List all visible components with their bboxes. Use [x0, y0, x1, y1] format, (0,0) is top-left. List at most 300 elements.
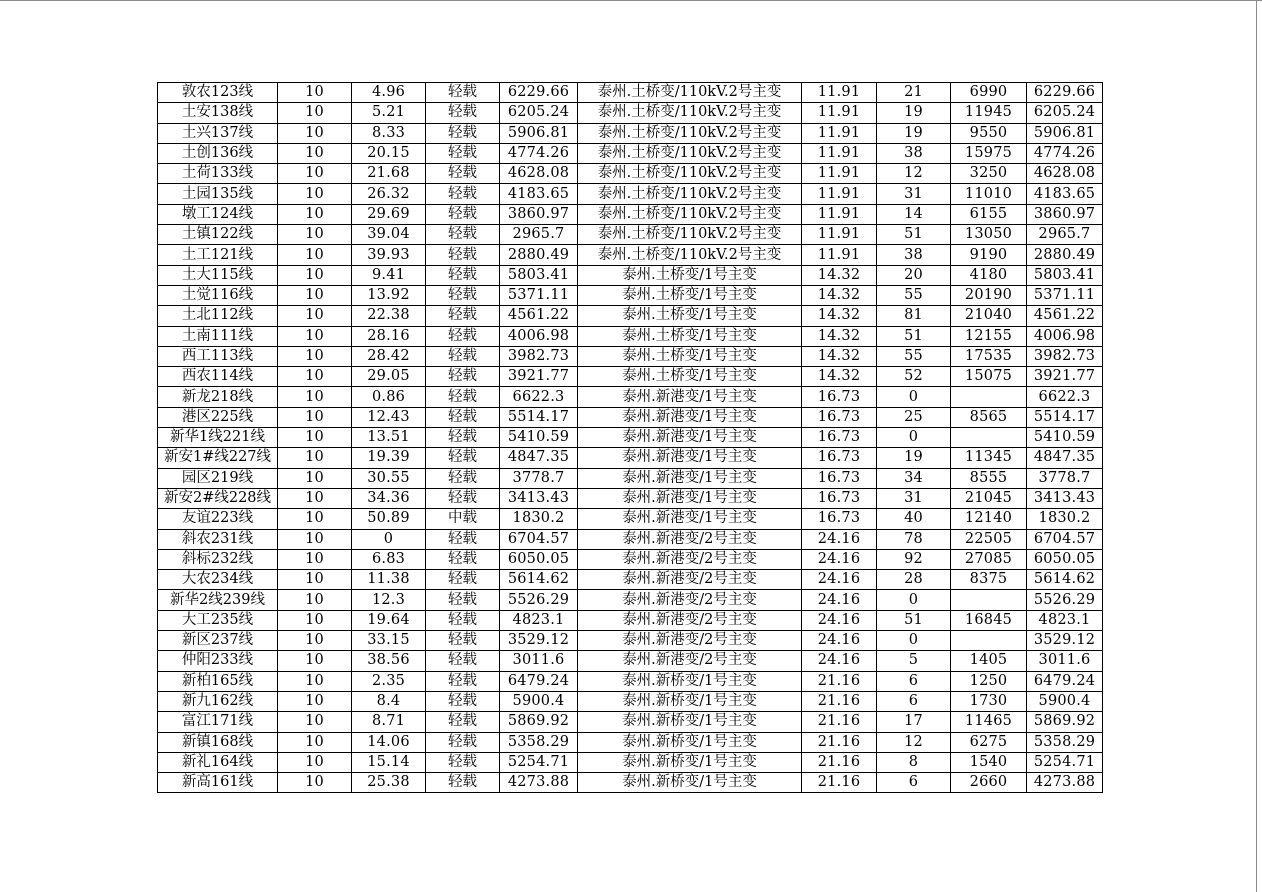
count-cell: 55 — [877, 285, 951, 305]
transformer-rate-cell: 14.32 — [802, 285, 877, 305]
voltage-cell: 10 — [278, 326, 352, 346]
count-cell: 14 — [877, 204, 951, 224]
table-row — [158, 407, 1103, 427]
capacity-cell: 2965.7 — [500, 225, 578, 245]
load-rate-cell: 33.15 — [352, 631, 426, 651]
transformer-cell: 泰州.新桥变/1号主变 — [578, 773, 802, 793]
voltage-cell: 10 — [278, 509, 352, 529]
capacity-cell: 5358.29 — [500, 732, 578, 752]
count-cell: 21 — [877, 83, 951, 103]
load-status-cell: 轻载 — [426, 428, 500, 448]
load-status-cell: 轻载 — [426, 265, 500, 285]
transformer-cell: 泰州.新港变/2号主变 — [578, 590, 802, 610]
load-rate-cell: 29.05 — [352, 367, 426, 387]
transformer-rate-cell: 14.32 — [802, 367, 877, 387]
count-cell: 0 — [877, 631, 951, 651]
feeder-name-cell: 土镇122线 — [158, 225, 278, 245]
voltage-cell: 10 — [278, 265, 352, 285]
table-row — [158, 651, 1103, 671]
transformer-cell: 泰州.土桥变/110kV.2号主变 — [578, 103, 802, 123]
transformer-rate-cell: 16.73 — [802, 448, 877, 468]
feeder-name-cell: 土觉116线 — [158, 285, 278, 305]
load-status-cell: 轻载 — [426, 83, 500, 103]
table-row — [158, 590, 1103, 610]
transformer-cell: 泰州.土桥变/110kV.2号主变 — [578, 123, 802, 143]
capacity-cell: 3778.7 — [500, 468, 578, 488]
load-rate-cell: 0.86 — [352, 387, 426, 407]
load-rate-cell: 29.69 — [352, 204, 426, 224]
available-capacity-cell: 5526.29 — [1027, 590, 1103, 610]
capacity-cell: 6622.3 — [500, 387, 578, 407]
load-rate-cell: 28.42 — [352, 346, 426, 366]
transformer-rate-cell: 24.16 — [802, 549, 877, 569]
transformer-rate-cell: 24.16 — [802, 631, 877, 651]
transformer-rate-cell: 11.91 — [802, 184, 877, 204]
table-row — [158, 245, 1103, 265]
available-capacity-cell: 3413.43 — [1027, 488, 1103, 508]
load-status-cell: 轻载 — [426, 367, 500, 387]
transformer-rate-cell: 16.73 — [802, 488, 877, 508]
transformer-capacity-cell: 17535 — [951, 346, 1027, 366]
capacity-cell: 5803.41 — [500, 265, 578, 285]
transformer-cell: 泰州.新港变/2号主变 — [578, 651, 802, 671]
feeder-name-cell: 新镇168线 — [158, 732, 278, 752]
transformer-capacity-cell: 12155 — [951, 326, 1027, 346]
load-status-cell: 轻载 — [426, 306, 500, 326]
voltage-cell: 10 — [278, 204, 352, 224]
load-status-cell: 轻载 — [426, 671, 500, 691]
transformer-cell: 泰州.新桥变/1号主变 — [578, 732, 802, 752]
voltage-cell: 10 — [278, 387, 352, 407]
voltage-cell: 10 — [278, 164, 352, 184]
capacity-cell: 3982.73 — [500, 346, 578, 366]
load-rate-cell: 13.92 — [352, 285, 426, 305]
data-table — [157, 82, 1103, 793]
count-cell: 6 — [877, 671, 951, 691]
load-rate-cell: 8.4 — [352, 691, 426, 711]
transformer-cell: 泰州.土桥变/110kV.2号主变 — [578, 143, 802, 163]
transformer-cell: 泰州.新港变/2号主变 — [578, 570, 802, 590]
load-rate-cell: 25.38 — [352, 773, 426, 793]
available-capacity-cell: 3982.73 — [1027, 346, 1103, 366]
transformer-cell: 泰州.土桥变/110kV.2号主变 — [578, 164, 802, 184]
load-status-cell: 轻载 — [426, 610, 500, 630]
load-rate-cell: 34.36 — [352, 488, 426, 508]
count-cell: 38 — [877, 245, 951, 265]
capacity-cell: 5514.17 — [500, 407, 578, 427]
table-row — [158, 732, 1103, 752]
load-status-cell: 轻载 — [426, 448, 500, 468]
load-status-cell: 轻载 — [426, 631, 500, 651]
load-status-cell: 轻载 — [426, 225, 500, 245]
available-capacity-cell: 4628.08 — [1027, 164, 1103, 184]
load-rate-cell: 39.04 — [352, 225, 426, 245]
table-row — [158, 164, 1103, 184]
load-status-cell: 轻载 — [426, 549, 500, 569]
transformer-cell: 泰州.土桥变/110kV.2号主变 — [578, 225, 802, 245]
table-row — [158, 549, 1103, 569]
table-row — [158, 570, 1103, 590]
transformer-capacity-cell: 22505 — [951, 529, 1027, 549]
capacity-cell: 5614.62 — [500, 570, 578, 590]
load-rate-cell: 21.68 — [352, 164, 426, 184]
capacity-cell: 6229.66 — [500, 83, 578, 103]
count-cell: 31 — [877, 184, 951, 204]
table-row — [158, 204, 1103, 224]
available-capacity-cell: 3011.6 — [1027, 651, 1103, 671]
table-row — [158, 123, 1103, 143]
page-top-edge — [0, 0, 1262, 1]
load-rate-cell: 20.15 — [352, 143, 426, 163]
transformer-cell: 泰州.土桥变/1号主变 — [578, 346, 802, 366]
available-capacity-cell: 5371.11 — [1027, 285, 1103, 305]
load-status-cell: 轻载 — [426, 570, 500, 590]
transformer-rate-cell: 24.16 — [802, 590, 877, 610]
transformer-capacity-cell — [951, 428, 1027, 448]
transformer-rate-cell: 21.16 — [802, 712, 877, 732]
voltage-cell: 10 — [278, 468, 352, 488]
transformer-rate-cell: 11.91 — [802, 143, 877, 163]
voltage-cell: 10 — [278, 712, 352, 732]
count-cell: 0 — [877, 428, 951, 448]
voltage-cell: 10 — [278, 610, 352, 630]
transformer-rate-cell: 14.32 — [802, 326, 877, 346]
transformer-rate-cell: 24.16 — [802, 651, 877, 671]
capacity-cell: 5371.11 — [500, 285, 578, 305]
transformer-cell: 泰州.土桥变/110kV.2号主变 — [578, 83, 802, 103]
load-status-cell: 轻载 — [426, 103, 500, 123]
table-row — [158, 326, 1103, 346]
capacity-cell: 4823.1 — [500, 610, 578, 630]
load-rate-cell: 50.89 — [352, 509, 426, 529]
available-capacity-cell: 5803.41 — [1027, 265, 1103, 285]
feeder-name-cell: 土园135线 — [158, 184, 278, 204]
available-capacity-cell: 5410.59 — [1027, 428, 1103, 448]
transformer-capacity-cell: 8555 — [951, 468, 1027, 488]
count-cell: 8 — [877, 752, 951, 772]
transformer-rate-cell: 11.91 — [802, 83, 877, 103]
transformer-rate-cell: 11.91 — [802, 103, 877, 123]
table-row — [158, 691, 1103, 711]
load-rate-cell: 15.14 — [352, 752, 426, 772]
count-cell: 51 — [877, 326, 951, 346]
capacity-cell: 2880.49 — [500, 245, 578, 265]
transformer-capacity-cell: 16845 — [951, 610, 1027, 630]
load-status-cell: 轻载 — [426, 184, 500, 204]
capacity-cell: 5906.81 — [500, 123, 578, 143]
load-rate-cell: 6.83 — [352, 549, 426, 569]
available-capacity-cell: 1830.2 — [1027, 509, 1103, 529]
feeder-name-cell: 斜农231线 — [158, 529, 278, 549]
transformer-capacity-cell: 1540 — [951, 752, 1027, 772]
table-row — [158, 103, 1103, 123]
count-cell: 78 — [877, 529, 951, 549]
transformer-rate-cell: 21.16 — [802, 691, 877, 711]
transformer-capacity-cell: 4180 — [951, 265, 1027, 285]
count-cell: 19 — [877, 448, 951, 468]
feeder-name-cell: 新华1线221线 — [158, 428, 278, 448]
transformer-capacity-cell: 1405 — [951, 651, 1027, 671]
voltage-cell: 10 — [278, 570, 352, 590]
feeder-name-cell: 大农234线 — [158, 570, 278, 590]
transformer-cell: 泰州.土桥变/110kV.2号主变 — [578, 245, 802, 265]
feeder-name-cell: 新安1#线227线 — [158, 448, 278, 468]
transformer-rate-cell: 14.32 — [802, 306, 877, 326]
feeder-name-cell: 港区225线 — [158, 407, 278, 427]
load-status-cell: 轻载 — [426, 488, 500, 508]
transformer-capacity-cell: 27085 — [951, 549, 1027, 569]
count-cell: 31 — [877, 488, 951, 508]
voltage-cell: 10 — [278, 184, 352, 204]
transformer-rate-cell: 14.32 — [802, 346, 877, 366]
feeder-name-cell: 斜标232线 — [158, 549, 278, 569]
transformer-rate-cell: 16.73 — [802, 428, 877, 448]
available-capacity-cell: 6479.24 — [1027, 671, 1103, 691]
transformer-rate-cell: 21.16 — [802, 732, 877, 752]
transformer-rate-cell: 11.91 — [802, 164, 877, 184]
capacity-cell: 6704.57 — [500, 529, 578, 549]
feeder-name-cell: 土北112线 — [158, 306, 278, 326]
voltage-cell: 10 — [278, 285, 352, 305]
table-body — [158, 83, 1103, 793]
transformer-capacity-cell: 21040 — [951, 306, 1027, 326]
voltage-cell: 10 — [278, 671, 352, 691]
feeder-name-cell: 土兴137线 — [158, 123, 278, 143]
load-rate-cell: 19.39 — [352, 448, 426, 468]
transformer-cell: 泰州.土桥变/1号主变 — [578, 326, 802, 346]
load-status-cell: 轻载 — [426, 245, 500, 265]
transformer-capacity-cell: 15075 — [951, 367, 1027, 387]
transformer-rate-cell: 21.16 — [802, 773, 877, 793]
transformer-cell: 泰州.新桥变/1号主变 — [578, 671, 802, 691]
load-status-cell: 轻载 — [426, 732, 500, 752]
transformer-cell: 泰州.新桥变/1号主变 — [578, 691, 802, 711]
load-status-cell: 轻载 — [426, 590, 500, 610]
load-rate-cell: 26.32 — [352, 184, 426, 204]
load-status-cell: 中载 — [426, 509, 500, 529]
transformer-rate-cell: 21.16 — [802, 671, 877, 691]
transformer-cell: 泰州.土桥变/1号主变 — [578, 367, 802, 387]
table-row — [158, 428, 1103, 448]
count-cell: 40 — [877, 509, 951, 529]
available-capacity-cell: 6229.66 — [1027, 83, 1103, 103]
load-status-cell: 轻载 — [426, 326, 500, 346]
capacity-cell: 4628.08 — [500, 164, 578, 184]
table-row — [158, 346, 1103, 366]
feeder-name-cell: 新安2#线228线 — [158, 488, 278, 508]
count-cell: 19 — [877, 123, 951, 143]
voltage-cell: 10 — [278, 367, 352, 387]
transformer-cell: 泰州.新桥变/1号主变 — [578, 752, 802, 772]
available-capacity-cell: 6050.05 — [1027, 549, 1103, 569]
table-row — [158, 448, 1103, 468]
transformer-rate-cell: 14.32 — [802, 265, 877, 285]
load-rate-cell: 4.96 — [352, 83, 426, 103]
count-cell: 12 — [877, 164, 951, 184]
load-rate-cell: 38.56 — [352, 651, 426, 671]
load-status-cell: 轻载 — [426, 691, 500, 711]
available-capacity-cell: 4823.1 — [1027, 610, 1103, 630]
table-row — [158, 610, 1103, 630]
transformer-rate-cell: 16.73 — [802, 468, 877, 488]
transformer-capacity-cell: 21045 — [951, 488, 1027, 508]
capacity-cell: 4273.88 — [500, 773, 578, 793]
voltage-cell: 10 — [278, 306, 352, 326]
count-cell: 5 — [877, 651, 951, 671]
available-capacity-cell: 5614.62 — [1027, 570, 1103, 590]
transformer-cell: 泰州.土桥变/110kV.2号主变 — [578, 204, 802, 224]
load-rate-cell: 11.38 — [352, 570, 426, 590]
capacity-cell: 4847.35 — [500, 448, 578, 468]
transformer-capacity-cell: 3250 — [951, 164, 1027, 184]
available-capacity-cell: 2880.49 — [1027, 245, 1103, 265]
transformer-capacity-cell: 11465 — [951, 712, 1027, 732]
transformer-cell: 泰州.新港变/1号主变 — [578, 407, 802, 427]
feeder-name-cell: 新龙218线 — [158, 387, 278, 407]
transformer-cell: 泰州.新港变/1号主变 — [578, 488, 802, 508]
feeder-name-cell: 土大115线 — [158, 265, 278, 285]
available-capacity-cell: 5900.4 — [1027, 691, 1103, 711]
table-row — [158, 488, 1103, 508]
count-cell: 92 — [877, 549, 951, 569]
voltage-cell: 10 — [278, 245, 352, 265]
transformer-cell: 泰州.土桥变/1号主变 — [578, 306, 802, 326]
available-capacity-cell: 6704.57 — [1027, 529, 1103, 549]
transformer-rate-cell: 16.73 — [802, 509, 877, 529]
capacity-cell: 5869.92 — [500, 712, 578, 732]
available-capacity-cell: 6205.24 — [1027, 103, 1103, 123]
transformer-capacity-cell: 13050 — [951, 225, 1027, 245]
transformer-capacity-cell: 12140 — [951, 509, 1027, 529]
load-rate-cell: 2.35 — [352, 671, 426, 691]
count-cell: 6 — [877, 691, 951, 711]
table-row — [158, 143, 1103, 163]
transformer-capacity-cell: 8565 — [951, 407, 1027, 427]
voltage-cell: 10 — [278, 123, 352, 143]
capacity-cell: 3413.43 — [500, 488, 578, 508]
available-capacity-cell: 5906.81 — [1027, 123, 1103, 143]
transformer-cell: 泰州.新桥变/1号主变 — [578, 712, 802, 732]
load-status-cell: 轻载 — [426, 529, 500, 549]
capacity-cell: 3011.6 — [500, 651, 578, 671]
available-capacity-cell: 3778.7 — [1027, 468, 1103, 488]
available-capacity-cell: 5358.29 — [1027, 732, 1103, 752]
feeder-name-cell: 土南111线 — [158, 326, 278, 346]
feeder-name-cell: 土荷133线 — [158, 164, 278, 184]
feeder-name-cell: 新华2线239线 — [158, 590, 278, 610]
capacity-cell: 5900.4 — [500, 691, 578, 711]
feeder-name-cell: 仲阳233线 — [158, 651, 278, 671]
transformer-rate-cell: 16.73 — [802, 387, 877, 407]
count-cell: 81 — [877, 306, 951, 326]
transformer-capacity-cell — [951, 387, 1027, 407]
table-row — [158, 529, 1103, 549]
transformer-cell: 泰州.新港变/1号主变 — [578, 387, 802, 407]
table-row — [158, 631, 1103, 651]
voltage-cell: 10 — [278, 346, 352, 366]
feeder-name-cell: 土安138线 — [158, 103, 278, 123]
load-status-cell: 轻载 — [426, 712, 500, 732]
available-capacity-cell: 4774.26 — [1027, 143, 1103, 163]
available-capacity-cell: 3921.77 — [1027, 367, 1103, 387]
available-capacity-cell: 4847.35 — [1027, 448, 1103, 468]
transformer-rate-cell: 11.91 — [802, 245, 877, 265]
transformer-capacity-cell: 6155 — [951, 204, 1027, 224]
available-capacity-cell: 5869.92 — [1027, 712, 1103, 732]
count-cell: 19 — [877, 103, 951, 123]
available-capacity-cell: 3529.12 — [1027, 631, 1103, 651]
voltage-cell: 10 — [278, 773, 352, 793]
count-cell: 17 — [877, 712, 951, 732]
load-status-cell: 轻载 — [426, 143, 500, 163]
table-row — [158, 83, 1103, 103]
load-rate-cell: 9.41 — [352, 265, 426, 285]
capacity-cell: 5526.29 — [500, 590, 578, 610]
page-right-edge — [1256, 0, 1257, 892]
available-capacity-cell: 4561.22 — [1027, 306, 1103, 326]
feeder-name-cell: 墩工124线 — [158, 204, 278, 224]
transformer-capacity-cell: 15975 — [951, 143, 1027, 163]
capacity-cell: 6050.05 — [500, 549, 578, 569]
count-cell: 38 — [877, 143, 951, 163]
load-rate-cell: 13.51 — [352, 428, 426, 448]
load-status-cell: 轻载 — [426, 346, 500, 366]
count-cell: 34 — [877, 468, 951, 488]
load-status-cell: 轻载 — [426, 387, 500, 407]
table-row — [158, 184, 1103, 204]
feeder-name-cell: 富江171线 — [158, 712, 278, 732]
count-cell: 28 — [877, 570, 951, 590]
voltage-cell: 10 — [278, 225, 352, 245]
transformer-capacity-cell: 11945 — [951, 103, 1027, 123]
table-row — [158, 773, 1103, 793]
capacity-cell: 4774.26 — [500, 143, 578, 163]
transformer-cell: 泰州.新港变/1号主变 — [578, 468, 802, 488]
load-rate-cell: 0 — [352, 529, 426, 549]
transformer-capacity-cell: 6275 — [951, 732, 1027, 752]
transformer-cell: 泰州.新港变/2号主变 — [578, 529, 802, 549]
table-row — [158, 225, 1103, 245]
table-row — [158, 387, 1103, 407]
table-row — [158, 285, 1103, 305]
count-cell: 6 — [877, 773, 951, 793]
transformer-rate-cell: 11.91 — [802, 204, 877, 224]
feeder-name-cell: 新九162线 — [158, 691, 278, 711]
transformer-capacity-cell: 2660 — [951, 773, 1027, 793]
transformer-rate-cell: 21.16 — [802, 752, 877, 772]
voltage-cell: 10 — [278, 428, 352, 448]
load-status-cell: 轻载 — [426, 773, 500, 793]
available-capacity-cell: 4273.88 — [1027, 773, 1103, 793]
capacity-cell: 1830.2 — [500, 509, 578, 529]
feeder-name-cell: 新高161线 — [158, 773, 278, 793]
feeder-name-cell: 大工235线 — [158, 610, 278, 630]
table-row — [158, 468, 1103, 488]
load-rate-cell: 12.3 — [352, 590, 426, 610]
voltage-cell: 10 — [278, 529, 352, 549]
count-cell: 12 — [877, 732, 951, 752]
capacity-cell: 5254.71 — [500, 752, 578, 772]
load-status-cell: 轻载 — [426, 164, 500, 184]
load-rate-cell: 8.33 — [352, 123, 426, 143]
transformer-rate-cell: 11.91 — [802, 225, 877, 245]
feeder-name-cell: 新区237线 — [158, 631, 278, 651]
feeder-name-cell: 土工121线 — [158, 245, 278, 265]
voltage-cell: 10 — [278, 488, 352, 508]
load-status-cell: 轻载 — [426, 204, 500, 224]
transformer-rate-cell: 16.73 — [802, 407, 877, 427]
capacity-cell: 3860.97 — [500, 204, 578, 224]
